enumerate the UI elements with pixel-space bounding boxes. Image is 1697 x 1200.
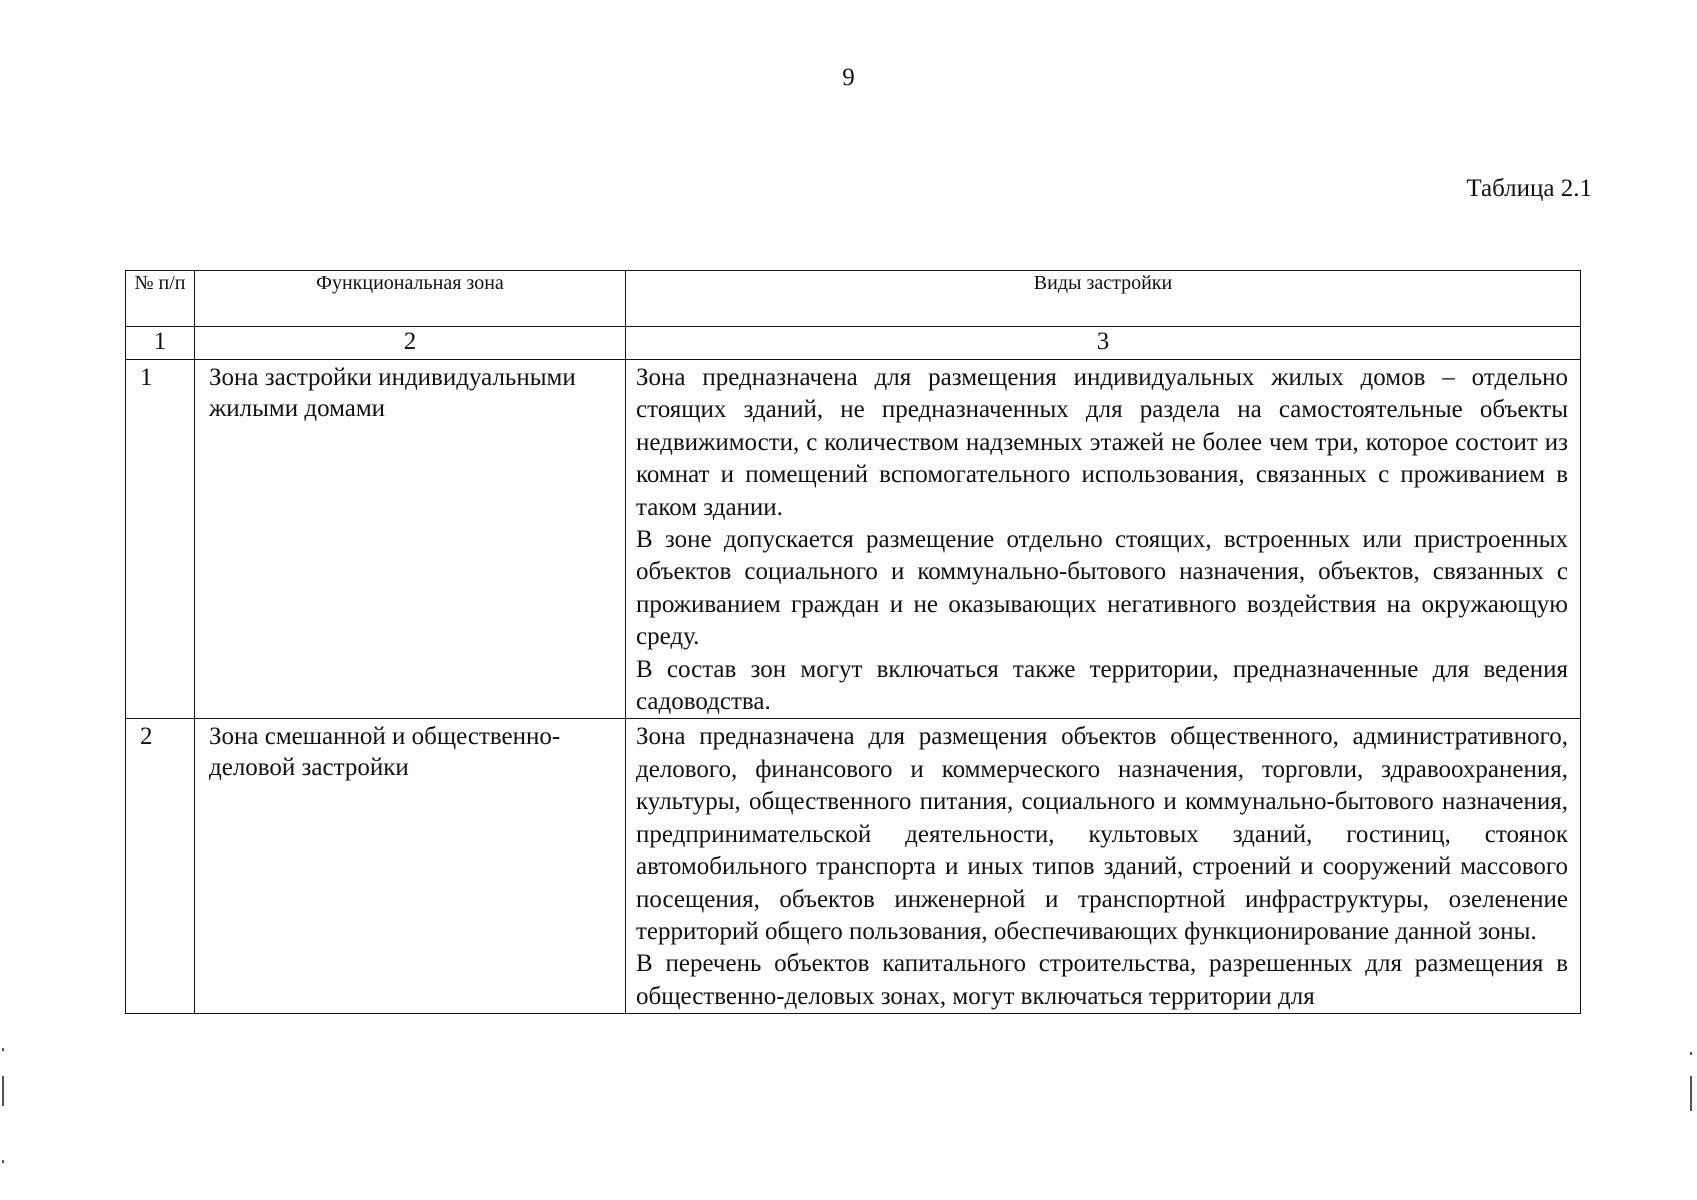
- table-row: [126, 360, 1581, 719]
- column-number: 2: [195, 327, 626, 360]
- scan-margin-mark: [1690, 1076, 1692, 1111]
- zones-table: [125, 270, 1581, 1014]
- zone-name: Зона застройки индивидуальными жилыми домами: [195, 360, 626, 719]
- table-header-row: [126, 271, 1581, 327]
- zone-description: [626, 360, 1581, 719]
- column-number: 3: [626, 327, 1581, 360]
- row-number: 2: [126, 719, 195, 1014]
- description-paragraph: Зона предназначена для размещения объектов общественного, административного, делового, финансового и коммерческого назначения, торговли, здравоохранения, культуры, общественного питания, социального и коммунально-бытового назначения, предпринимательской деятельности, культовых зданий, гостиниц, стоянок автомобильного транспорта и иных типов зданий, строений и сооружений массового посещения, объектов инженерной и транспортной инфраструктуры, озеленение территорий общего пользования, обеспечивающих функционирование данной зоны.: [636, 723, 1568, 945]
- scan-margin-mark: [2, 1160, 4, 1163]
- table-caption: Таблица 2.1: [1466, 175, 1592, 202]
- scan-margin-mark: [1690, 1052, 1692, 1055]
- description-paragraph: В перечень объектов капитального строительства, разрешенных для размещения в общественно-деловых зонах, могут включаться территории для: [636, 950, 1568, 1010]
- table-row: [126, 719, 1581, 1014]
- header-types: Виды застройки: [626, 271, 1581, 327]
- scan-margin-mark: [2, 1048, 4, 1051]
- zone-name: Зона смешанной и общественно-деловой застройки: [195, 719, 626, 1014]
- description-paragraph: Зона предназначена для размещения индивидуальных жилых домов – отдельно стоящих зданий, не предназначенных для раздела на самостоятельные объекты недвижимости, с количеством надземных этажей не более чем три, которое состоит из комнат и помещений вспомогательного использования, связанных с проживанием в таком здании.: [636, 364, 1568, 521]
- zone-description: [626, 719, 1581, 1014]
- page-number: 9: [842, 64, 855, 91]
- scan-margin-mark: [2, 1076, 4, 1106]
- description-paragraph: В состав зон могут включаться также территории, предназначенные для ведения садоводства.: [636, 655, 1568, 716]
- column-number-row: [126, 327, 1581, 360]
- description-paragraph: В зоне допускается размещение отдельно стоящих, встроенных или пристроенных объектов социального и коммунально-бытового назначения, объектов, связанных с проживанием граждан и не оказывающих негативного воздействия на окружающую среду.: [636, 526, 1568, 651]
- header-num: № п/п: [126, 271, 195, 327]
- column-number: 1: [126, 327, 195, 360]
- header-zone: Функциональная зона: [195, 271, 626, 327]
- row-number: 1: [126, 360, 195, 719]
